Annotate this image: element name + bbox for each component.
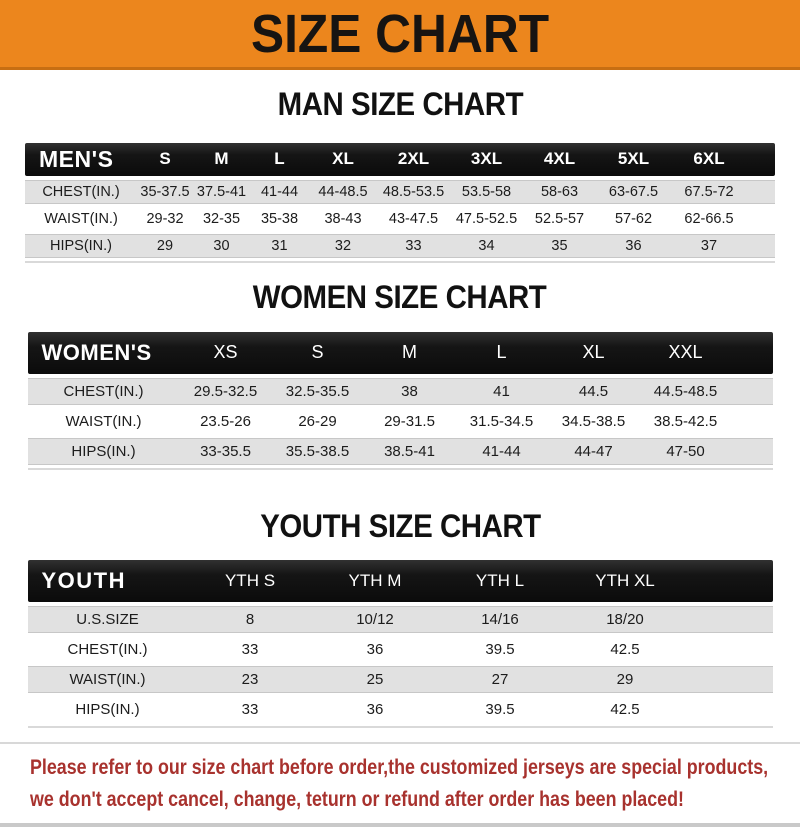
cell-value: 33 (405, 237, 422, 254)
youth-heading-wrap (0, 508, 800, 545)
column-header: YTH S (224, 571, 276, 591)
cell-value: 33 (241, 641, 259, 659)
youth-table-rows (28, 606, 773, 723)
women-size-table (28, 332, 773, 470)
cell-value: 39.5 (485, 701, 515, 719)
size-chart-banner (0, 0, 800, 70)
cell-value: 44.5 (578, 382, 609, 400)
cell-value: 44-47 (574, 442, 613, 460)
youth-table-header-bar (28, 560, 773, 602)
cell-value: 38.5-41 (384, 442, 435, 460)
men-table-header-bar (25, 143, 775, 176)
cell-value: 29 (156, 237, 174, 254)
cell-value: 36 (366, 701, 384, 719)
column-header: S (311, 342, 324, 363)
column-header: XS (213, 342, 238, 363)
cell-value: 38-43 (324, 210, 362, 227)
men-chart-heading: MAN SIZE CHART (277, 86, 523, 122)
column-header: YTH M (348, 571, 402, 591)
column-header: 2XL (397, 149, 430, 169)
cell-value: 38.5-42.5 (653, 412, 718, 430)
cell-value: 33 (241, 701, 259, 719)
row-label: HIPS(IN.) (49, 237, 113, 254)
cell-value: 48.5-53.5 (382, 183, 445, 200)
row-label: WAIST(IN.) (69, 671, 146, 689)
row-label: CHEST(IN.) (42, 183, 120, 200)
footer-line-1: Please refer to our size chart before order,the customized jerseys are special products, (30, 756, 769, 780)
cell-value: 31 (271, 237, 288, 254)
row-label: HIPS(IN.) (75, 701, 140, 719)
cell-value: 32.5-35.5 (285, 382, 350, 400)
cell-value: 52.5-57 (534, 210, 585, 227)
cell-value: 35 (551, 237, 568, 254)
men-heading-wrap (0, 86, 800, 123)
cell-value: 33-35.5 (200, 442, 251, 460)
youth-table-title: YOUTH (41, 568, 126, 594)
footer-line-2: we don't accept cancel, change, teturn or refund after order has been placed! (30, 787, 684, 811)
cell-value: 32-35 (202, 210, 241, 227)
cell-value: 37.5-41 (196, 183, 247, 200)
cell-value: 38 (401, 382, 418, 400)
cell-value: 36 (625, 237, 642, 254)
youth-size-table (28, 560, 773, 728)
column-header: XL (332, 149, 354, 169)
column-header: L (274, 149, 285, 169)
column-header: 6XL (693, 149, 725, 169)
cell-value: 53.5-58 (461, 183, 512, 200)
cell-value: 35-37.5 (140, 183, 190, 200)
column-header: YTH XL (595, 571, 655, 591)
table-row (25, 180, 775, 204)
women-chart-heading: WOMEN SIZE CHART (253, 278, 547, 315)
youth-size-section (0, 470, 800, 729)
cell-value: 63-67.5 (608, 183, 659, 200)
men-size-table (25, 143, 775, 263)
cell-value: 62-66.5 (684, 210, 734, 227)
cell-value: 30 (213, 237, 230, 254)
column-header: M (402, 342, 417, 363)
women-heading-wrap (0, 279, 800, 316)
women-table-header-bar (28, 332, 773, 374)
cell-value: 67.5-72 (684, 183, 734, 200)
cell-value: 34.5-38.5 (561, 412, 626, 430)
footer-note (0, 742, 800, 815)
row-label: CHEST(IN.) (67, 641, 148, 659)
column-header: 5XL (617, 149, 650, 169)
cell-value: 23 (241, 671, 259, 689)
cell-value: 29-32 (146, 210, 184, 227)
column-header: XXL (668, 342, 703, 363)
cell-value: 58-63 (540, 183, 579, 200)
row-label: U.S.SIZE (76, 611, 139, 629)
cell-value: 37 (700, 237, 718, 254)
cell-value: 29-31.5 (384, 412, 435, 430)
banner-title: SIZE CHART (250, 3, 550, 64)
cell-value: 35.5-38.5 (285, 442, 350, 460)
table-row (28, 378, 773, 405)
cell-value: 23.5-26 (200, 412, 251, 430)
cell-value: 42.5 (610, 701, 640, 719)
row-label: CHEST(IN.) (63, 382, 144, 400)
cell-value: 44.5-48.5 (653, 382, 718, 400)
bottom-strip (0, 823, 800, 827)
table-row (25, 207, 775, 231)
men-size-section (0, 70, 800, 263)
table-row (25, 234, 775, 258)
youth-chart-heading: YOUTH SIZE CHART (259, 507, 541, 544)
cell-value: 31.5-34.5 (469, 412, 534, 430)
cell-value: 57-62 (614, 210, 653, 227)
cell-value: 29.5-32.5 (193, 382, 258, 400)
table-row (28, 636, 773, 663)
table-row (28, 408, 773, 435)
men-table-title: MEN'S (39, 145, 114, 172)
cell-value: 41 (493, 382, 510, 400)
table-row (28, 438, 773, 465)
column-header: M (214, 149, 229, 169)
men-table-rows (25, 180, 775, 258)
cell-value: 42.5 (610, 641, 640, 659)
row-label: WAIST(IN.) (44, 210, 118, 227)
table-row (28, 606, 773, 633)
cell-value: 34 (478, 237, 495, 254)
column-header: S (159, 149, 171, 169)
column-header: XL (582, 342, 605, 363)
cell-value: 35-38 (260, 210, 299, 227)
cell-value: 41-44 (482, 442, 521, 460)
column-header: 3XL (470, 149, 503, 169)
cell-value: 27 (491, 671, 509, 689)
cell-value: 14/16 (481, 611, 519, 629)
cell-value: 18/20 (606, 611, 644, 629)
women-table-title: WOMEN'S (41, 339, 152, 365)
women-table-rows (28, 378, 773, 465)
cell-value: 41-44 (260, 183, 299, 200)
cell-value: 43-47.5 (388, 210, 439, 227)
cell-value: 39.5 (485, 641, 515, 659)
row-label: WAIST(IN.) (65, 412, 142, 430)
cell-value: 10/12 (356, 611, 394, 629)
cell-value: 47.5-52.5 (455, 210, 518, 227)
cell-value: 29 (616, 671, 634, 689)
cell-value: 32 (334, 237, 352, 254)
column-header: L (496, 342, 507, 363)
table-row (28, 666, 773, 693)
table-row (28, 696, 773, 723)
cell-value: 25 (366, 671, 384, 689)
cell-value: 8 (245, 611, 255, 629)
women-size-section (0, 263, 800, 470)
cell-value: 26-29 (298, 412, 337, 430)
cell-value: 47-50 (666, 442, 705, 460)
cell-value: 36 (366, 641, 384, 659)
cell-value: 44-48.5 (318, 183, 368, 200)
row-label: HIPS(IN.) (71, 442, 136, 460)
column-header: 4XL (543, 149, 576, 169)
column-header: YTH L (475, 571, 525, 591)
